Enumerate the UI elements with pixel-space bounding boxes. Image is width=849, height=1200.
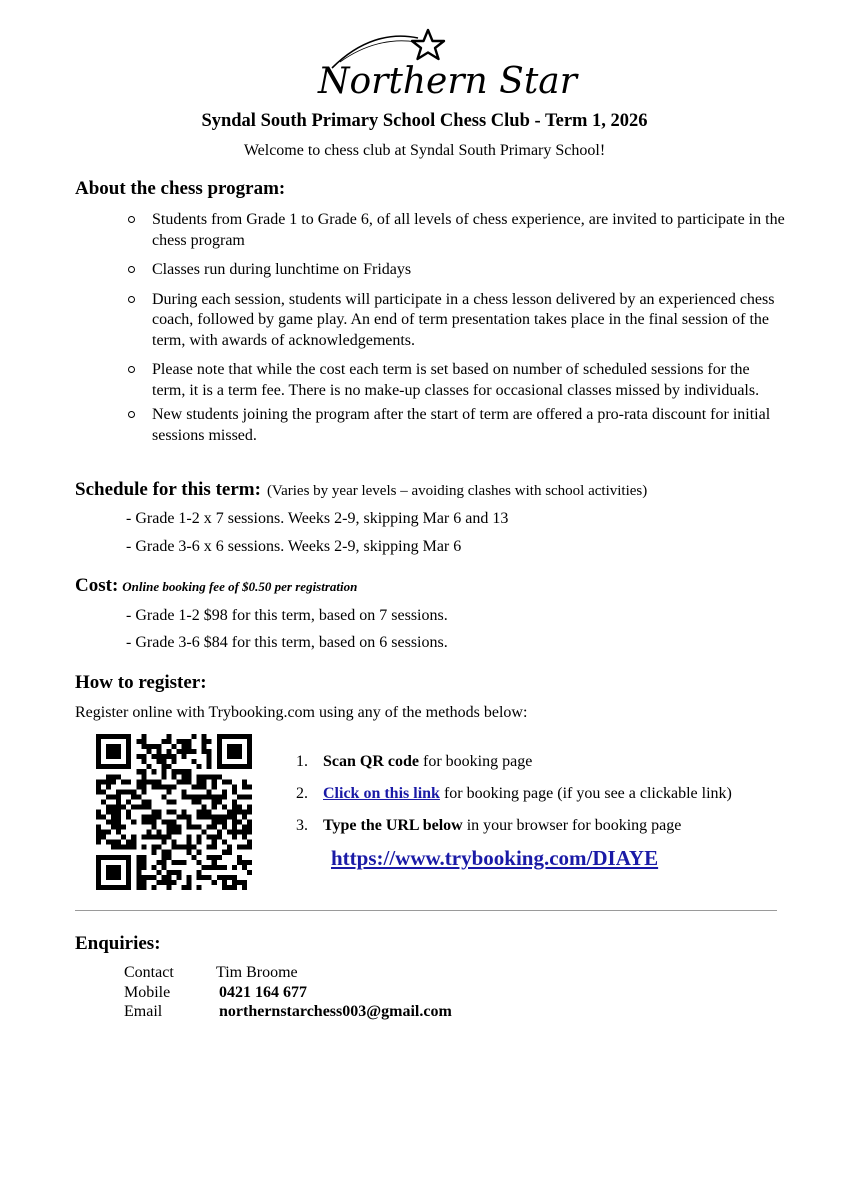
qr-code-icon[interactable] xyxy=(96,734,252,890)
circle-bullet-icon xyxy=(128,366,135,373)
schedule-line: - Grade 3-6 x 6 sessions. Weeks 2-9, skipping Mar 6 xyxy=(126,538,462,555)
welcome-text: Welcome to chess club at Syndal South Primary School! xyxy=(243,142,606,159)
list-item: Classes run during lunchtime on Fridays xyxy=(126,260,786,281)
email-value[interactable]: northernstarchess003@gmail.com xyxy=(219,1003,452,1020)
schedule-heading: Schedule for this term: (Varies by year levels – avoiding clashes with school activities) xyxy=(75,479,648,500)
email-label: Email xyxy=(124,1003,163,1020)
list-item: New students joining the program after the start of term are offered a pro-rata discount for initial sessions missed. xyxy=(126,405,786,446)
cost-line: - Grade 1-2 $98 for this term, based on 7 sessions. xyxy=(126,607,448,624)
mobile-value: 0421 164 677 xyxy=(219,984,307,1001)
northern-star-logo xyxy=(0,0,849,110)
booking-fee-note: Online booking fee of $0.50 per registration xyxy=(122,579,358,594)
divider xyxy=(75,910,777,911)
about-bullet-list xyxy=(126,210,786,455)
cost-heading: Cost: Online booking fee of $0.50 per registration xyxy=(75,575,358,596)
circle-bullet-icon xyxy=(128,411,135,418)
register-steps xyxy=(296,750,732,846)
schedule-line: - Grade 1-2 x 7 sessions. Weeks 2-9, skipping Mar 6 and 13 xyxy=(126,510,509,527)
list-item: 3. Type the URL below in your browser for booking page xyxy=(296,817,682,834)
schedule-note: (Varies by year levels – avoiding clashes with school activities) xyxy=(266,483,648,499)
about-heading: About the chess program: xyxy=(75,178,286,199)
svg-text:Northern Star: Northern Star xyxy=(318,61,577,102)
register-intro: Register online with Trybooking.com using any of the methods below: xyxy=(75,704,528,721)
circle-bullet-icon xyxy=(128,296,135,303)
register-heading: How to register: xyxy=(75,672,207,693)
booking-url-link[interactable]: https://www.trybooking.com/DIAYE xyxy=(331,846,659,870)
list-item: Students from Grade 1 to Grade 6, of all levels of chess experience, are invited to participate in the chess program xyxy=(126,210,786,251)
circle-bullet-icon xyxy=(128,216,135,223)
list-item: Please note that while the cost each term is set based on number of scheduled sessions for the term, it is a term fee. There is no make-up classes for occasional classes missed by individuals. xyxy=(126,360,786,401)
contact-label: Contact xyxy=(124,964,174,981)
star-icon xyxy=(412,30,444,59)
mobile-label: Mobile xyxy=(124,984,171,1001)
contact-value: Tim Broome xyxy=(216,964,298,981)
cost-line: - Grade 3-6 $84 for this term, based on 6 sessions. xyxy=(126,634,448,651)
list-item: 1. Scan QR code for booking page xyxy=(296,753,533,770)
circle-bullet-icon xyxy=(128,266,135,273)
booking-link[interactable]: Click on this link xyxy=(323,785,440,802)
list-item: 2. Click on this link for booking page (if you see a clickable link) xyxy=(296,785,732,802)
list-item: During each session, students will participate in a chess lesson delivered by an experienced chess coach, followed by game play. An end of term presentation takes place in the final session of the term, with awards of acknowledgements. xyxy=(126,290,786,352)
page-title: Syndal South Primary School Chess Club - Term 1, 2026 xyxy=(201,111,648,131)
enquiries-heading: Enquiries: xyxy=(75,933,161,954)
